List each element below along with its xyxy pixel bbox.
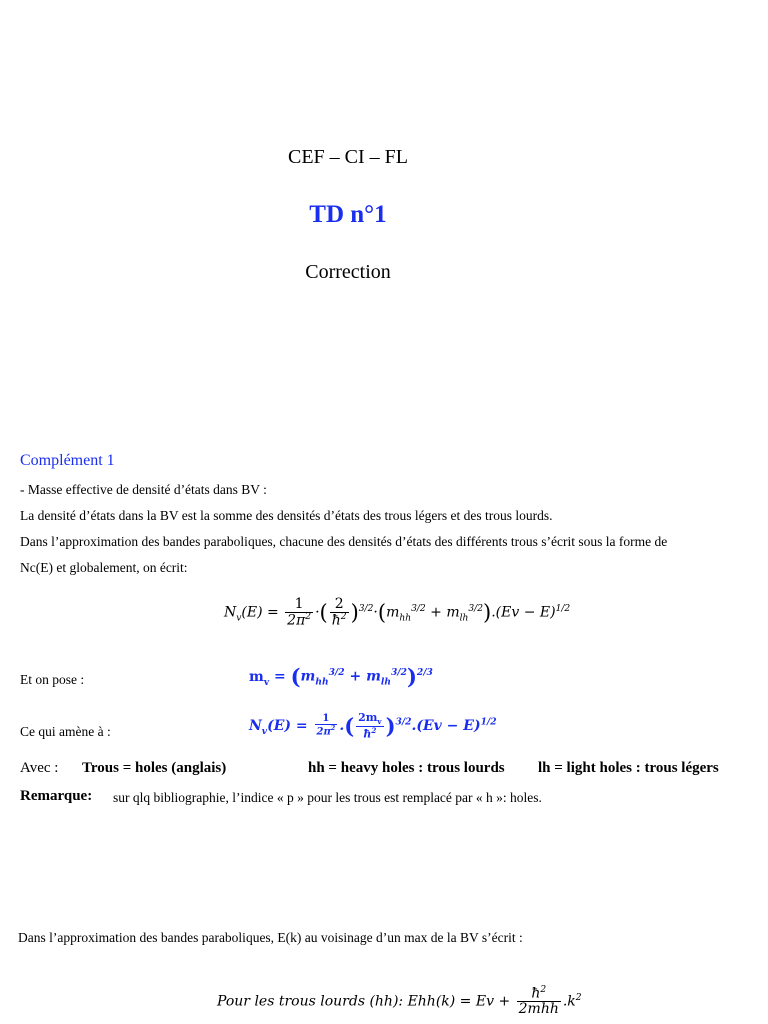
label-et-on-pose: Et on pose : [20,672,85,687]
equation-density-of-states: $N_v(E)$ = $\frac{1}{2\pi^2}$ ·( $\frac{2}{ħ^2}$ )$^{3/2}\cdot(m_{hh}^{3/2} + m_{lh}^{3/2}).(Ev - E)^{1/2}$ [224,596,571,629]
definition-hh: hh = heavy holes : trous lourds [308,760,505,776]
section-title: Complément 1 [20,452,115,469]
bullet-item: - Masse effective de densité d’états dans BV : [20,482,267,497]
label-remarque: Remarque: [20,788,93,804]
definition-lh: lh = light holes : trous légers [538,760,719,776]
paragraph-2-line-1: Dans l’approximation des bandes paraboliques, chacune des densités d’états des différents trous s’écrit sous la forme de [20,534,668,549]
paragraph-1: La densité d’états dans la BV est la somme des densités d’états des trous légers et des trous lourds. [20,508,553,523]
definition-trous: Trous = holes (anglais) [82,760,227,776]
label-avec: Avec : [20,760,59,776]
equation-ehh-label: Pour les trous lourds (hh): [217,993,404,1010]
paragraph-3: Dans l’approximation des bandes paraboliques, E(k) au voisinage d’un max de la BV s’écrit : [18,930,523,945]
paragraph-2-line-2: Nc(E) et globalement, on écrit: [20,560,188,575]
equation-ehh: Pour les trous lourds (hh): Ehh(k) = Ev + $\frac{ħ^2}{\text{2mhh}}$ $.k^2$ [217,985,582,1018]
label-ce-qui-amene: Ce qui amène à : [20,724,111,739]
course-code: CEF – CI – FL [287,146,409,168]
document-title: TD n°1 [309,201,387,228]
equation-density-result: $N_v(E)$ = $\frac{1}{2\pi^2}$ .( $\frac{2m_v}{ħ^2}$ )$^{3/2}.(Ev - E)^{1/2}$ [249,711,497,741]
document-subtitle: Correction [305,261,391,283]
remarque-text: sur qlq bibliographie, l’indice « p » pour les trous est remplacé par « h »: holes. [113,790,542,805]
equation-effective-mass: $m_v = (m_{hh}^{3/2} + m_{lh}^{3/2})^{2/3}$ [249,664,433,689]
